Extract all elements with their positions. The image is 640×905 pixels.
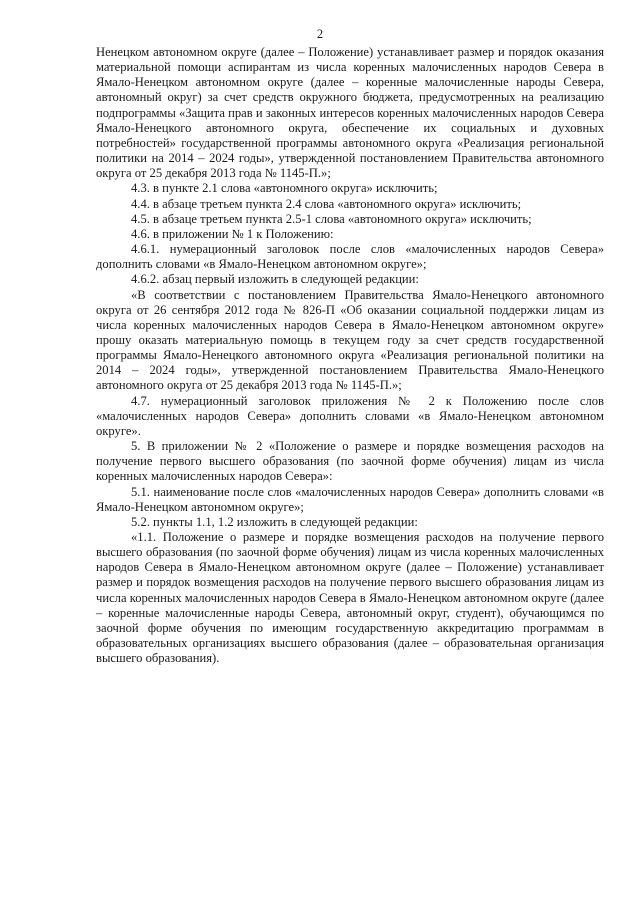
paragraph: 4.6. в приложении № 1 к Положению: [131, 226, 334, 241]
paragraph: «1.1. Положение о размере и порядке возмещения расходов на получение первого высшего образования (по заочной форме обучения) лицам из числа коренных малочисленных народов Севера в Ямало-Ненецком автономном округе (далее – Положение) устанавливает размер и порядок возмещения расходов на получение первого высшего образования лицам из числа коренных малочисленных народов Севера в Ямало-Ненецком автономном округе (далее – коренные малочисленные народы Севера, автономный округ, студент), обучающимся по заочной форме обучения по имеющим государственную аккредитацию программам в образовательных организациях высшего образования (далее – образовательная организация высшего образования). [96, 530, 604, 666]
paragraph: 4.5. в абзаце третьем пункта 2.5-1 слова «автономного округа» исключить; [131, 211, 532, 226]
paragraph: 4.3. в пункте 2.1 слова «автономного округа» исключить; [131, 181, 438, 196]
paragraph: «В соответствии с постановлением Правительства Ямало-Ненецкого автономного округа от 26 сентября 2012 года № 826-П «Об оказании социальной поддержки лицам из числа коренных малочисленных народов Севера в Ямало-Ненецком автономном округе» прошу оказать материальную помощь в текущем году за счет средств государственной программы Ямало-Ненецкого автономного округа «Реализация региональной политики на 2014 – 2024 годы», утвержденной постановлением Правительства Ямало-Ненецкого автономного округа от 25 декабря 2013 года № 1145-П.»; [96, 287, 604, 393]
paragraph: 5.2. пункты 1.1, 1.2 изложить в следующей редакции: [131, 514, 418, 529]
document-body [96, 45, 604, 666]
paragraph: 4.7. нумерационный заголовок приложения № 2 к Положению после слов «малочисленных народов Севера» дополнить словами «в Ямало-Ненецком автономном округе». [96, 393, 604, 438]
paragraph: 5. В приложении № 2 «Положение о размере и порядке возмещения расходов на получение первого высшего образования (по заочной форме обучения) лицам из числа коренных малочисленных народов Севера»: [96, 439, 604, 484]
paragraph: 4.6.1. нумерационный заголовок после слов «малочисленных народов Севера» дополнить словами «в Ямало-Ненецком автономном округе»; [96, 242, 604, 272]
paragraph: Ненецком автономном округе (далее – Положение) устанавливает размер и порядок оказания материальной помощи аспирантам из числа коренных малочисленных народов Севера в Ямало-Ненецком автономном округе (далее – коренные малочисленные народы Севера, автономный округ) за счет средств окружного бюджета, предусмотренных на реализацию подпрограммы «Защита прав и законных интересов коренных малочисленных народов Севера Ямало-Ненецкого автономного округа, обеспечение их социальных и духовных потребностей» государственной программы автономного округа «Реализация региональной политики на 2014 – 2024 годы», утвержденной постановлением Правительства автономного округа от 25 декабря 2013 года № 1145-П.»; [96, 45, 604, 181]
paragraph: 4.4. в абзаце третьем пункта 2.4 слова «автономного округа» исключить; [131, 196, 522, 211]
paragraph: 5.1. наименование после слов «малочисленных народов Севера» дополнить словами «в Ямало-Ненецком автономном округе»; [96, 484, 604, 514]
paragraph: 4.6.2. абзац первый изложить в следующей редакции: [131, 272, 419, 287]
page-number: 2 [316, 27, 324, 41]
